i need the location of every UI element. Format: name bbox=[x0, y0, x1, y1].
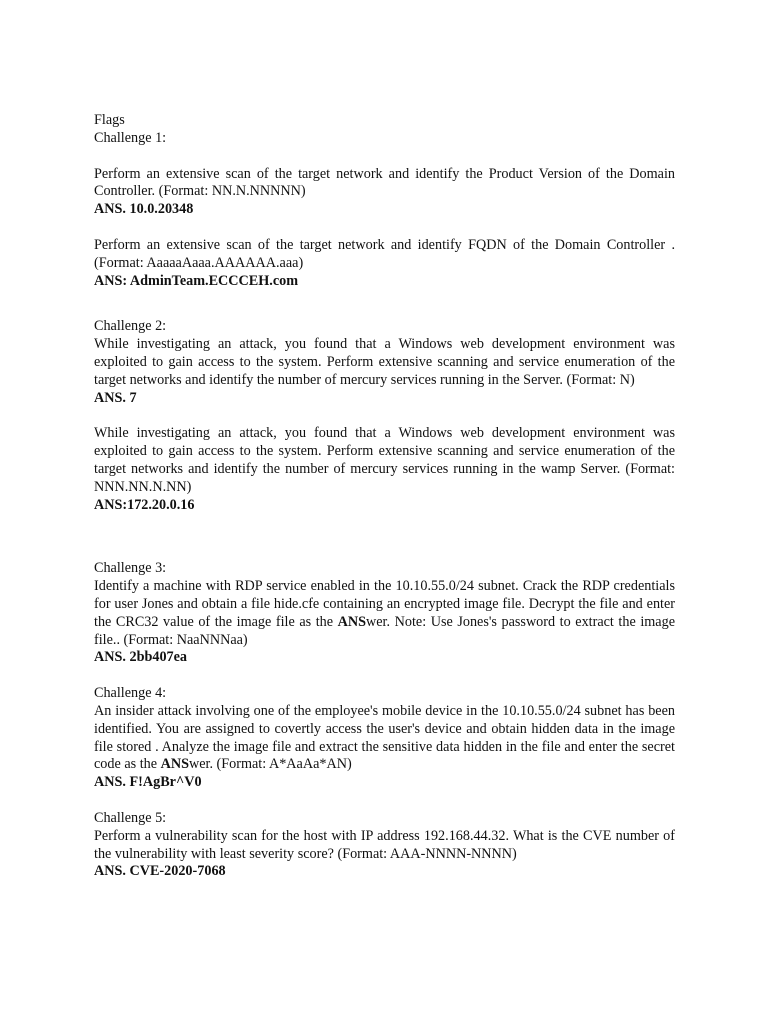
spacer bbox=[94, 219, 675, 237]
challenge-1-answer-2: ANS: AdminTeam.ECCCEH.com bbox=[94, 272, 299, 289]
spacer bbox=[94, 148, 675, 166]
challenge-4-answer: ANS. F!AgBr^V0 bbox=[94, 774, 202, 791]
spacer bbox=[94, 667, 675, 685]
challenge-2-answer-1: ANS. 7 bbox=[94, 389, 137, 406]
challenge-3-answer: ANS. 2bb407ea bbox=[94, 649, 188, 666]
challenge-4-question-text-end: wer. (Format: A*AaAa*AN) bbox=[188, 756, 352, 773]
challenge-5-question: Perform a vulnerability scan for the host with IP address 192.168.44.32. What is the CVE number of the vulnerability with least severity score? (Format: AAA-NNNN-NNNN) bbox=[94, 827, 675, 862]
challenge-1-question-2: Perform an extensive scan of the target network and identify FQDN of the Domain Controller . (Format: AaaaaAaaa.AAAAAA.aaa) bbox=[94, 236, 675, 271]
spacer bbox=[94, 290, 675, 318]
challenge-4-question bbox=[94, 703, 675, 774]
challenge-3-question-text-end: wer. Note: Use Jones's password to extract the image file.. (Format: NaaNNNaa) bbox=[94, 613, 675, 648]
document-title: Flags bbox=[94, 112, 125, 128]
challenge-2-question-2: While investigating an attack, you found that a Windows web development environment was exploited to gain access to the system. Perform extensive scanning and service enumeration of the target networks and identify the number of mercury services running in the wamp Server. (Format: NNN.NN.N.NN) bbox=[94, 425, 675, 495]
challenge-2-heading: Challenge 2: bbox=[94, 318, 167, 335]
challenge-4-question-text: An insider attack involving one of the employee's mobile device in the 10.10.55.0/24 subnet has been identified. You are assigned to covertly access the user's device and obtain hidden data in the image file stored . Analyze the image file and extract the sensitive data hidden in the file and enter the secret code as the bbox=[94, 702, 675, 773]
challenge-5-answer: ANS. CVE-2020-7068 bbox=[94, 863, 226, 880]
spacer bbox=[94, 407, 675, 425]
challenge-2-answer-2: ANS:172.20.0.16 bbox=[94, 496, 195, 513]
challenge-1-answer-1: ANS. 10.0.20348 bbox=[94, 201, 194, 218]
challenge-3-question-bold: ANS bbox=[337, 613, 367, 630]
spacer bbox=[94, 514, 675, 560]
challenge-1-question-1: Perform an extensive scan of the target network and identify the Product Version of the Domain Controller. (Format: NN.N.NNNNN) bbox=[94, 165, 675, 200]
challenge-1-heading: Challenge 1: bbox=[94, 129, 167, 146]
spacer bbox=[94, 792, 675, 810]
challenge-3-heading: Challenge 3: bbox=[94, 560, 167, 577]
challenge-2-question-1: While investigating an attack, you found that a Windows web development environment was exploited to gain access to the system. Perform extensive scanning and service enumeration of the target networks and identify the number of mercury services running in the Server. (Format: N) bbox=[94, 336, 675, 388]
challenge-4-question-bold: ANS bbox=[160, 756, 189, 773]
challenge-5-heading: Challenge 5: bbox=[94, 809, 167, 826]
challenge-3-question bbox=[94, 578, 675, 649]
challenge-4-heading: Challenge 4: bbox=[94, 685, 167, 702]
document-page bbox=[94, 112, 675, 881]
challenge-3-question-text: Identify a machine with RDP service enabled in the 10.10.55.0/24 subnet. Crack the RDP credentials for user Jones and obtain a file hide.cfe containing an encrypted image file. Decrypt the file and enter the CRC32 value of the image file as the bbox=[94, 578, 675, 630]
